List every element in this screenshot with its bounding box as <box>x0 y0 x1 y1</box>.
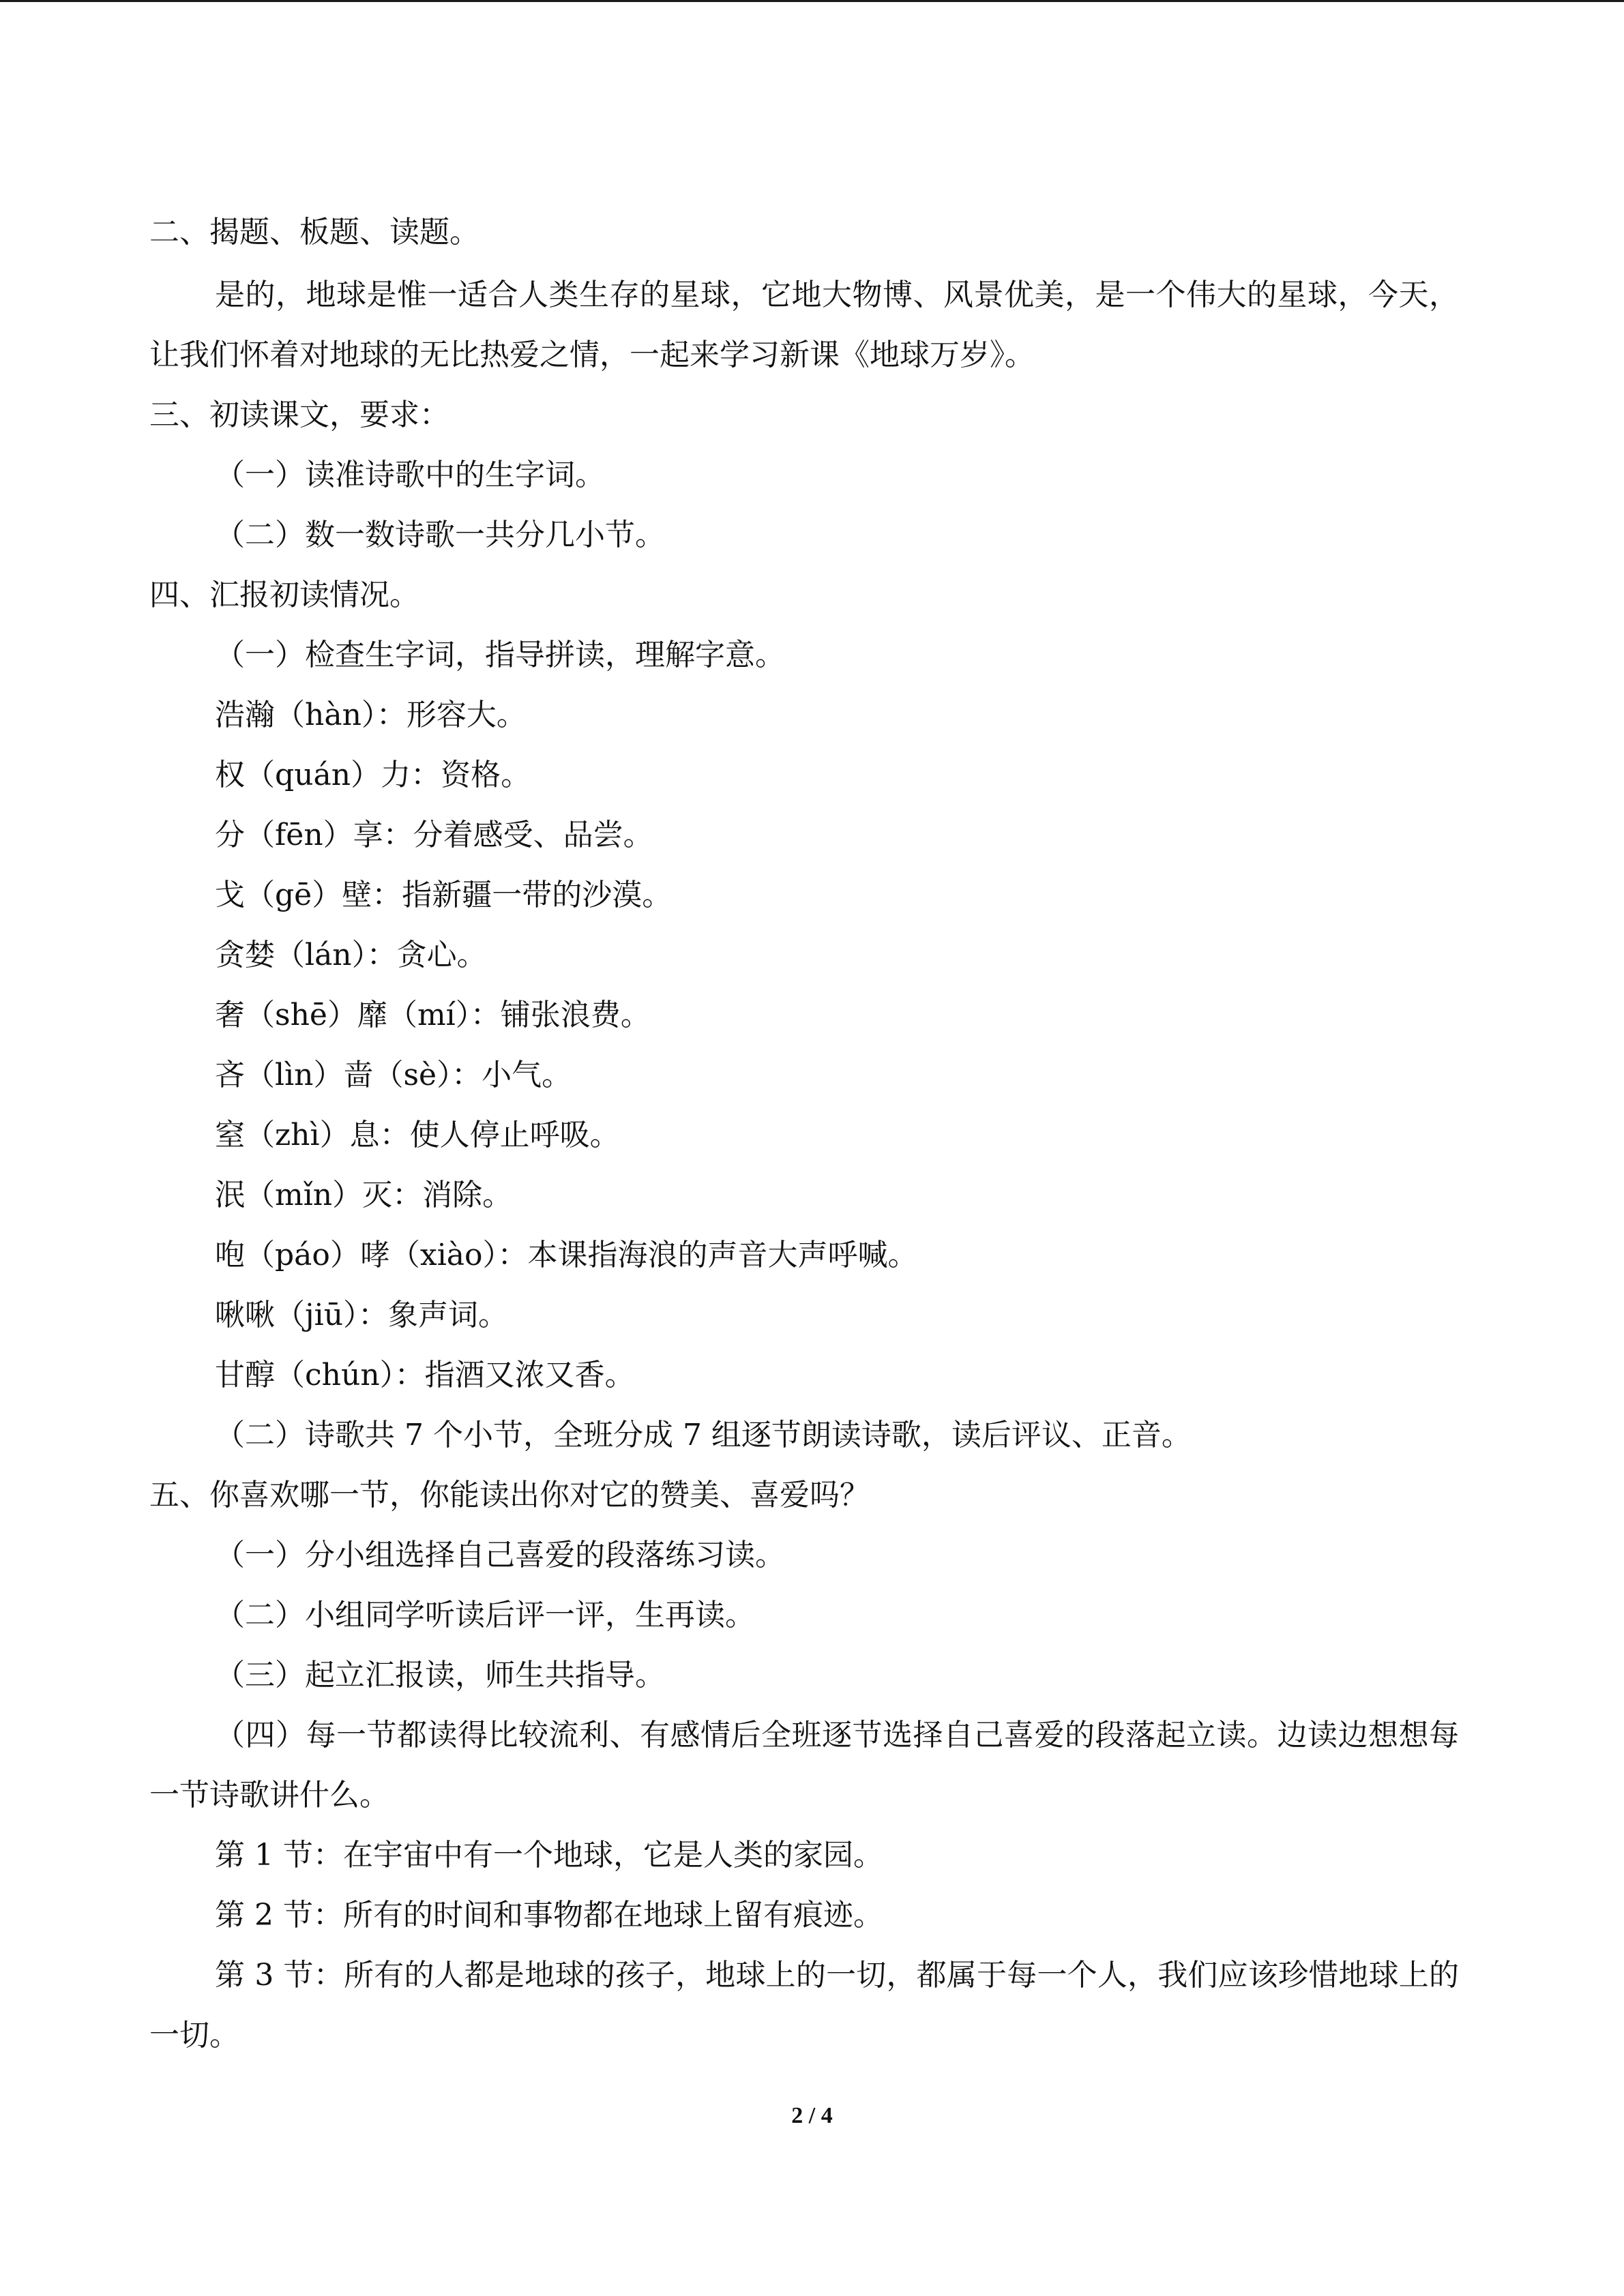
vocab-item: 权（quán）力：资格。 <box>215 758 531 792</box>
vocab-item: 戈（gē）壁：指新疆一带的沙漠。 <box>215 878 673 912</box>
vocab-item: 咆（páo）哮（xiào）：本课指海浪的声音大声呼喊。 <box>215 1238 918 1272</box>
vocab-item: 窒（zhì）息：使人停止呼吸。 <box>215 1118 620 1152</box>
vocab-item: 甘醇（chún）：指酒又浓又香。 <box>215 1358 635 1392</box>
heading-section-4: 四、汇报初读情况。 <box>149 578 419 612</box>
section-summary: 第 3 节：所有的人都是地球的孩子，地球上的一切，都属于每一个人，我们应该珍惜地球上的一切。 <box>149 1958 1459 2053</box>
page-number: 2 / 4 <box>791 2103 833 2128</box>
list-item: （二）小组同学听读后评一评，生再读。 <box>215 1598 755 1632</box>
list-item: （二）数一数诗歌一共分几小节。 <box>215 518 665 552</box>
section-summary: 第 2 节：所有的时间和事物都在地球上留有痕迹。 <box>215 1898 883 1933</box>
top-border-line <box>0 0 1624 2</box>
vocab-item: 吝（lìn）啬（sè）：小气。 <box>215 1058 572 1092</box>
paragraph-intro: 是的，地球是惟一适合人类生存的星球，它地大物博、风景优美，是一个伟大的星球，今天，让我们怀着对地球的无比热爱之情，一起来学习新课《地球万岁》。 <box>149 278 1459 372</box>
vocab-item: 啾啾（jiū）：象声词。 <box>215 1298 509 1332</box>
list-item: （一）分小组选择自己喜爱的段落练习读。 <box>215 1538 785 1572</box>
vocab-item: 浩瀚（hàn）：形容大。 <box>215 698 527 732</box>
list-item: （三）起立汇报读，师生共指导。 <box>215 1658 665 1693</box>
section-summary: 第 1 节：在宇宙中有一个地球，它是人类的家园。 <box>215 1838 883 1873</box>
list-item-wrapped: （四）每一节都读得比较流利、有感情后全班逐节选择自己喜爱的段落起立读。边读边想想每一节诗歌讲什么。 <box>149 1718 1459 1813</box>
vocab-item: 奢（shē）靡（mí）：铺张浪费。 <box>215 998 651 1032</box>
heading-section-5: 五、你喜欢哪一节，你能读出你对它的赞美、喜爱吗？ <box>149 1478 870 1512</box>
heading-section-2: 二、揭题、板题、读题。 <box>149 215 479 250</box>
list-item: （二）诗歌共 7 个小节，全班分成 7 组逐节朗读诗歌，读后评议、正音。 <box>215 1418 1192 1452</box>
vocab-item: 分（fēn）享：分着感受、品尝。 <box>215 818 653 852</box>
list-item: （一）检查生字词，指导拼读，理解字意。 <box>215 638 785 672</box>
heading-section-3: 三、初读课文，要求： <box>149 398 449 432</box>
vocab-item: 贪婪（lán）：贪心。 <box>215 938 487 972</box>
list-item: （一）读准诗歌中的生字词。 <box>215 458 605 492</box>
vocab-item: 泯（mǐn）灭：消除。 <box>215 1178 513 1212</box>
